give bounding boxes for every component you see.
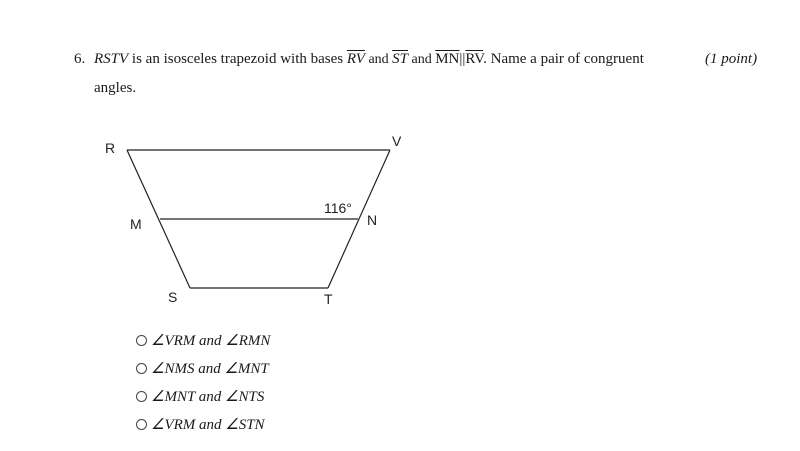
radio-option-4[interactable] [136,419,147,430]
label-v: V [392,133,402,149]
question-text-line-2: angles. [94,80,137,96]
radio-option-2[interactable] [136,363,147,374]
segment-rv: $\overline{RV}$ [465,51,484,67]
segment-mn: $\overline{MN}$ [435,51,460,67]
points-label: (1 point) [705,51,758,67]
parallel-symbol: || [459,51,466,67]
angle-label: 116° [324,200,352,216]
option-2[interactable] [136,359,269,378]
label-t: T [324,291,333,307]
and-2: and [408,52,436,67]
base-rv: $\overline{RV}$ [346,51,365,67]
radio-option-1[interactable] [136,335,147,346]
option-2-label: ∠NMS and ∠MNT [151,361,269,377]
option-4-label: ∠VRM and ∠STN [151,417,265,433]
trapezoid-name: RSTV [94,51,129,67]
option-4[interactable] [136,415,265,434]
option-3-label: ∠MNT and ∠NTS [151,389,265,405]
base-st: $\overline{ST}$ [392,51,408,67]
question-text-part-2: . Name a pair of congruent [483,51,644,67]
label-r: R [105,140,116,156]
label-s: S [168,289,178,305]
label-m: M [130,216,142,232]
option-3[interactable] [136,387,264,406]
radio-option-3[interactable] [136,391,147,402]
and-1: and [364,52,393,67]
question-text-part-1: is an isosceles trapezoid with bases [128,51,347,67]
option-1[interactable] [136,331,270,350]
option-1-label: ∠VRM and ∠RMN [151,333,271,349]
question-number: 6. [74,51,86,67]
label-n: N [367,212,378,228]
